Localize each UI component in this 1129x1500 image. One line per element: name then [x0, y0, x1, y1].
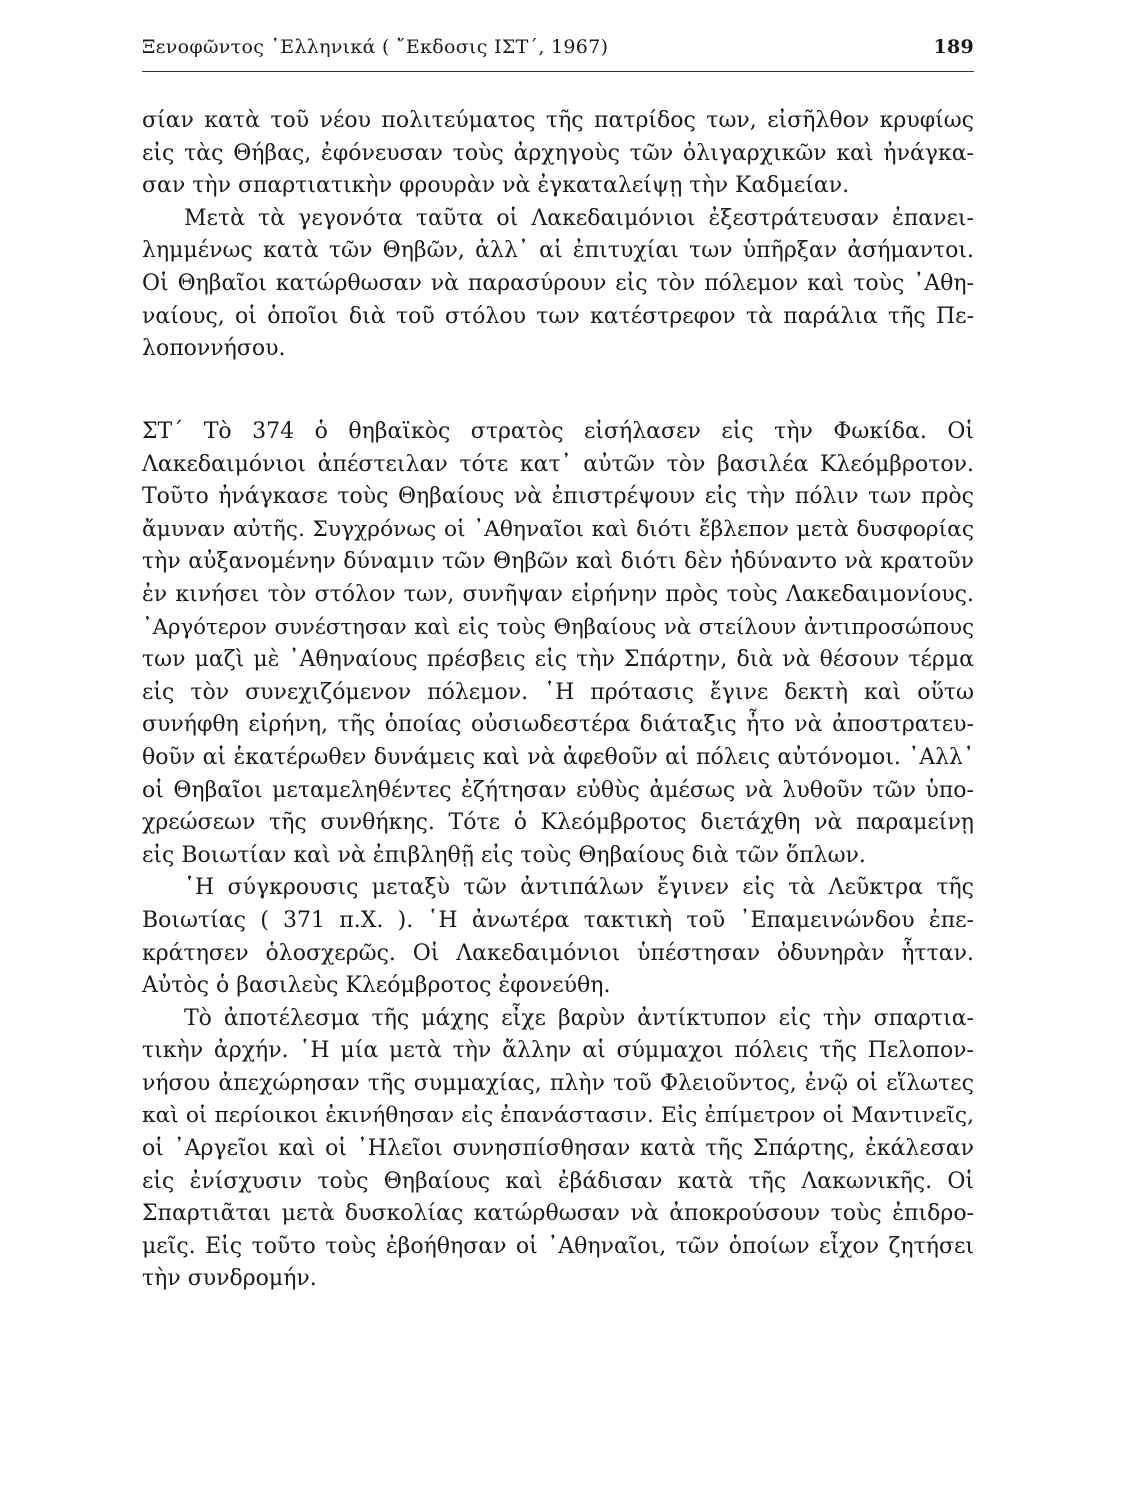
- text-line: συνήφθη εἰρήνη, τῆς ὁποίας οὐσιωδεστέρα διάταξις ἦτο νὰ ἀποστρατευ-: [142, 712, 974, 738]
- header-rule: [142, 71, 974, 72]
- text-line: εἰς Βοιωτίαν καὶ νὰ ἐπιβληθῇ εἰς τοὺς Θηβαίους διὰ τῶν ὅπλων.: [142, 842, 866, 868]
- text-line: χρεώσεων τῆς συνθήκης. Τότε ὁ Κλεόμβροτος διετάχθη νὰ παραμείνῃ: [142, 810, 974, 836]
- text-line: λοποννήσου.: [142, 336, 286, 362]
- text-line: οἱ ᾽Αργεῖοι καὶ οἱ ᾽Ηλεῖοι συνησπίσθησαν κατὰ τῆς Σπάρτης, ἐκάλεσαν: [142, 1136, 974, 1162]
- text-line: ΣΤ΄ Τὸ 374 ὁ θηβαϊκὸς στρατὸς εἰσήλασεν εἰς τὴν Φωκίδα. Οἱ: [142, 419, 974, 444]
- text-line: εἰς τὸν συνεχιζόμενον πόλεμον. ῾Η πρότασις ἔγινε δεκτὴ καὶ οὕτω: [142, 679, 974, 705]
- text-block-section-st: [142, 416, 974, 1296]
- text-line: ναίους, οἱ ὁποῖοι διὰ τοῦ στόλου των κατέστρεφον τὰ παράλια τῆς Πε-: [142, 303, 974, 329]
- text-line: κράτησεν ὁλοσχερῶς. Οἱ Λακεδαιμόνιοι ὑπέστησαν ὀδυνηρὰν ἧτταν.: [142, 940, 974, 966]
- text-line: Βοιωτίας ( 371 π.Χ. ). ῾Η ἀνωτέρα τακτικὴ τοῦ ᾽Επαμεινώνδου ἐπε-: [142, 907, 974, 933]
- text-line: σαν τὴν σπαρτιατικὴν φρουρὰν νὰ ἐγκαταλείψῃ τὴν Καδμείαν.: [142, 173, 850, 199]
- text-line: οἱ Θηβαῖοι μεταμεληθέντες ἐζήτησαν εὐθὺς ἀμέσως νὰ λυθοῦν τῶν ὑπο-: [142, 777, 974, 803]
- page-number: 189: [933, 36, 974, 58]
- text-line: ᾽Αργότερον συνέστησαν καὶ εἰς τοὺς Θηβαίους νὰ στείλουν ἀντιπροσώπους: [142, 614, 974, 640]
- text-line: τικὴν ἀρχήν. ῾Η μία μετὰ τὴν ἄλλην αἱ σύμμαχοι πόλεις τῆς Πελοπον-: [142, 1038, 974, 1064]
- text-line: των μαζὶ μὲ ᾽Αθηναίους πρέσβεις εἰς τὴν Σπάρτην, διὰ νὰ θέσουν τέρμα: [142, 647, 974, 673]
- text-line: καὶ οἱ περίοικοι ἐκινήθησαν εἰς ἐπανάστασιν. Εἰς ἐπίμετρον οἱ Μαντινεῖς,: [142, 1103, 974, 1129]
- text-line: ἐν κινήσει τὸν στόλον των, συνῆψαν εἰρήνην πρὸς τοὺς Λακεδαιμονίους.: [142, 581, 974, 607]
- text-line: εἰς ἐνίσχυσιν τοὺς Θηβαίους καὶ ἐβάδισαν κατὰ τῆς Λακωνικῆς. Οἱ: [142, 1168, 974, 1194]
- text-line: μεῖς. Εἰς τοῦτο τοὺς ἐβοήθησαν οἱ ᾽Αθηναῖοι, τῶν ὁποίων εἶχον ζητήσει: [142, 1233, 974, 1259]
- text-line: λημμένως κατὰ τῶν Θηβῶν, ἀλλ᾽ αἱ ἐπιτυχίαι των ὑπῆρξαν ἀσήμαντοι.: [142, 238, 974, 264]
- text-line: Αὐτὸς ὁ βασιλεὺς Κλεόμβροτος ἐφονεύθη.: [142, 973, 611, 999]
- text-line: Μετὰ τὰ γεγονότα ταῦτα οἱ Λακεδαιμόνιοι ἐξεστράτευσαν ἐπανει-: [184, 205, 974, 231]
- running-head-title: Ξενοφῶντος ῾Ελληνικά ( ῎Εκδοσις ΙΣΤ΄, 1967): [142, 36, 609, 58]
- text-line: ἄμυναν αὐτῆς. Συγχρόνως οἱ ᾽Αθηναῖοι καὶ διότι ἔβλεπον μετὰ δυσφορίας: [142, 516, 974, 542]
- text-line: τὴν αὐξανομένην δύναμιν τῶν Θηβῶν καὶ διότι δὲν ἠδύναντο νὰ κρατοῦν: [142, 549, 974, 575]
- text-line: τὴν συνδρομήν.: [142, 1266, 317, 1292]
- text-line: Τοῦτο ἠνάγκασε τοὺς Θηβαίους νὰ ἐπιστρέψουν εἰς τὴν πόλιν των πρὸς: [142, 484, 974, 510]
- text-line: Σπαρτιᾶται μετὰ δυσκολίας κατώρθωσαν νὰ ἀποκρούσουν τοὺς ἐπιδρο-: [142, 1201, 974, 1227]
- text-line: ῾Η σύγκρουσις μεταξὺ τῶν ἀντιπάλων ἔγινεν εἰς τὰ Λεῦκτρα τῆς: [184, 875, 974, 901]
- text-block-continuation: [142, 105, 974, 366]
- running-head: [142, 36, 974, 66]
- text-line: Οἱ Θηβαῖοι κατώρθωσαν νὰ παρασύρουν εἰς τὸν πόλεμον καὶ τοὺς ᾽Αθη-: [142, 270, 974, 296]
- text-line: Λακεδαιμόνιοι ἀπέστειλαν τότε κατ᾽ αὐτῶν τὸν βασιλέα Κλεόμβροτον.: [142, 451, 974, 477]
- text-line: εἰς τὰς Θήβας, ἐφόνευσαν τοὺς ἀρχηγοὺς τῶν ὀλιγαρχικῶν καὶ ἠνάγκα-: [142, 140, 974, 166]
- text-line: σίαν κατὰ τοῦ νέου πολιτεύματος τῆς πατρίδος των, εἰσῆλθον κρυφίως: [142, 108, 974, 133]
- text-line: θοῦν αἱ ἑκατέρωθεν δυνάμεις καὶ νὰ ἀφεθοῦν αἱ πόλεις αὐτόνομοι. ᾽Αλλ᾽: [142, 744, 974, 770]
- text-line: Τὸ ἀποτέλεσμα τῆς μάχης εἶχε βαρὺν ἀντίκτυπον εἰς τὴν σπαρτια-: [184, 1005, 974, 1031]
- text-line: νήσου ἀπεχώρησαν τῆς συμμαχίας, πλὴν τοῦ Φλειοῦντος, ἐνῷ οἱ εἵλωτες: [142, 1070, 974, 1096]
